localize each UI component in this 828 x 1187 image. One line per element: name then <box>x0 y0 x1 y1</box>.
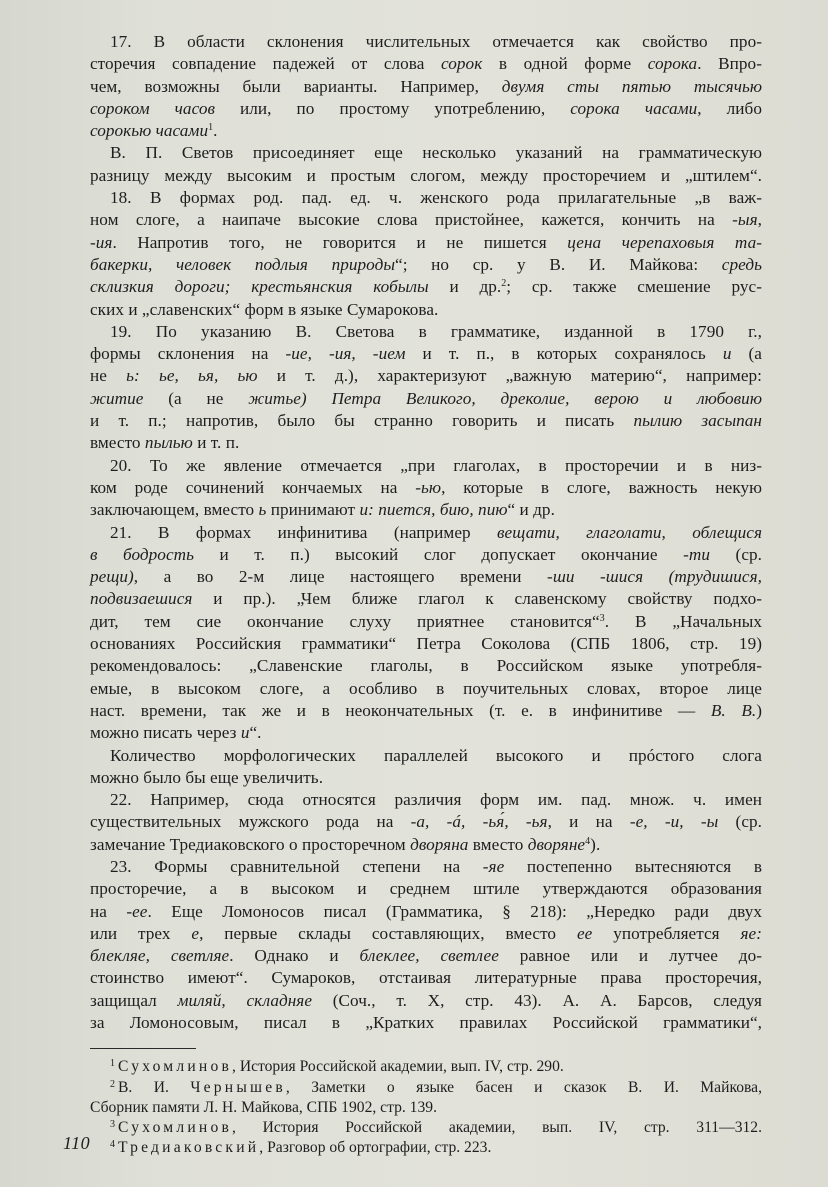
text-run: (ср. <box>710 544 762 564</box>
footnote-marker: 1 <box>208 122 214 134</box>
text-run: , а во 2-м лице настоящего времени <box>133 567 548 587</box>
text-run: 17. В области склонения числительных отмечается как свойство про- <box>110 32 762 51</box>
text-line <box>90 1012 762 1034</box>
italic-run: двумя сты пятью тысячью <box>501 76 762 96</box>
text-run: ком роде сочинений кончаемых на <box>90 477 416 497</box>
text-run: Сухомлинов <box>118 1118 233 1136</box>
footnote-marker: 3 <box>110 1118 115 1130</box>
italic-run: -яе <box>482 856 505 876</box>
text-run: ; ср. также смешение рус- <box>506 277 762 297</box>
text-run: замечание Тредиаковского о просторечном <box>90 834 411 854</box>
text-run: или, по простому употреблению, <box>214 98 571 118</box>
text-run: , <box>757 210 762 230</box>
footnote-line <box>90 1118 762 1138</box>
text-run: Сборник памяти Л. Н. Майкова, СПБ 1902, стр. 139. <box>90 1098 437 1116</box>
footnote-marker: 3 <box>599 612 605 624</box>
footnote-separator <box>90 1048 196 1049</box>
text-line <box>90 745 762 767</box>
text-line <box>90 165 762 187</box>
text-run: ). <box>590 834 601 854</box>
text-run: (а <box>731 344 762 364</box>
text-run: . Однако и <box>229 946 360 966</box>
footnote-line <box>90 1138 762 1158</box>
text-run: 18. В формах род. пад. ед. ч. женского рода прилагательные „в важ- <box>110 188 762 208</box>
italic-run: в бодрость <box>90 544 194 564</box>
text-run: В. П. Светов присоединяет еще несколько указаний на грамматическую <box>110 143 762 163</box>
text-run: постепенно вытесняются в <box>504 856 762 876</box>
text-run: 21. В формах инфинитива (например <box>110 522 498 542</box>
text-run: , Разговор об ортографии, стр. 223. <box>259 1139 492 1157</box>
book-page <box>90 31 762 1158</box>
text-run: формы склонения на <box>90 344 286 364</box>
text-line <box>90 544 762 566</box>
text-run: употребляется <box>592 923 741 943</box>
italic-run: средь <box>721 254 762 274</box>
italic-run: бакерки, человек подлыя природы <box>90 254 396 274</box>
text-line <box>90 811 762 833</box>
text-run: не <box>90 366 127 386</box>
text-run: и т. п.; напротив, было бы странно говорить и писать <box>90 411 634 431</box>
italic-run: е <box>191 923 200 943</box>
footnotes <box>90 1057 762 1158</box>
footnote-line <box>90 1057 762 1077</box>
text-line <box>90 834 762 856</box>
text-run: стоинство имеют“. Сумароков, отстаивая литературные права просторечия, <box>90 968 762 988</box>
text-line <box>90 633 762 655</box>
text-run: ) <box>756 700 763 720</box>
page-number: 110 <box>63 1133 91 1153</box>
italic-run: сорокью часами <box>90 121 209 141</box>
italic-run: и <box>722 344 732 364</box>
text-run: дит, тем сие окончание слуху приятнее становится“ <box>90 611 600 631</box>
footnote-line <box>90 1098 762 1118</box>
text-line <box>90 388 762 410</box>
text-line <box>90 522 762 544</box>
text-run: , которые в слоге, важность некую <box>441 477 763 497</box>
text-line <box>90 945 762 967</box>
italic-run: пылию засыпан <box>633 411 762 431</box>
italic-run: и <box>240 723 250 743</box>
text-run: “; но ср. у В. И. Майкова: <box>395 254 722 274</box>
text-line <box>90 98 762 120</box>
text-line <box>90 901 762 923</box>
text-run: разницу между высоким и простым слогом, между просторечием и „штилем“. <box>90 165 762 185</box>
body-text <box>90 31 762 1034</box>
text-line <box>90 299 762 321</box>
italic-run: -е, -и, -ы <box>629 812 719 832</box>
text-run: (ср. <box>718 812 763 832</box>
text-run: , Заметки о языке басен и сказок В. И. Майкова, <box>285 1078 762 1096</box>
text-line <box>90 789 762 811</box>
italic-run: ее <box>576 923 593 943</box>
text-run: за Ломоносовым, писал в „Кратких правилах Российской грамматики“, <box>90 1013 762 1033</box>
italic-run: В. В. <box>710 700 757 720</box>
text-run: . Еще Ломоносов писал (Грамматика, § 218): „Нередко ради двух <box>147 901 762 921</box>
text-run: ном слоге, а наипаче высокие слова пристойнее, кажется, кончить на <box>90 210 733 230</box>
italic-run: -ие, -ия, -ием <box>285 344 406 364</box>
italic-run: -ия <box>90 232 113 252</box>
text-run <box>639 389 664 408</box>
italic-run: житье) Петра Великого, дреколие, верою <box>248 388 639 408</box>
italic-run: цена черепаховыя та- <box>567 232 762 252</box>
text-run: просторечие, а в высоком и среднем штиле утверждаются образования <box>90 879 762 899</box>
italic-run: миляй, складняе <box>177 990 313 1010</box>
text-run: существительных мужского рода на <box>90 812 411 832</box>
text-line <box>90 923 762 945</box>
text-run: защищал <box>90 990 178 1010</box>
text-run: на <box>90 901 127 921</box>
text-line <box>90 588 762 610</box>
text-line <box>90 499 762 521</box>
italic-run: ь <box>258 500 267 520</box>
italic-run: сорок <box>441 54 483 74</box>
text-line <box>90 655 762 677</box>
text-line <box>90 276 762 298</box>
italic-run: рещи) <box>90 567 134 587</box>
text-run: . В „Начальных <box>604 611 762 631</box>
text-run: “ и др. <box>507 500 555 520</box>
text-line <box>90 990 762 1012</box>
text-run: В. И. <box>118 1078 191 1096</box>
italic-run: подвизаешися <box>90 589 193 609</box>
text-run: можно писать через <box>90 723 241 743</box>
text-run: , либо <box>697 98 762 118</box>
text-run: наст. времени, так же и в неокончательных (т. е. в инфинитиве — <box>90 700 711 720</box>
italic-run: -а, -á, -ья́, -ья <box>410 812 548 832</box>
footnote-marker: 1 <box>110 1058 115 1070</box>
text-line <box>90 722 762 744</box>
text-run: и т. п., в которых сохранялось <box>405 344 723 364</box>
italic-run: блекляе, светляе <box>90 946 230 966</box>
text-run <box>672 389 697 408</box>
text-line <box>90 120 762 142</box>
text-run: равное или и лутчее до- <box>498 946 762 966</box>
italic-run: -ыя <box>732 210 758 230</box>
italic-run: сороком часов <box>90 98 215 118</box>
text-line <box>90 700 762 722</box>
italic-run: дворяна <box>410 834 469 854</box>
text-run: можно было бы еще увеличить. <box>90 767 324 787</box>
footnote-marker: 2 <box>501 278 507 290</box>
text-run: (Соч., т. X, стр. 43). А. А. Барсов, следуя <box>312 990 763 1010</box>
text-line <box>90 477 762 499</box>
italic-run: ье, ья, ью <box>158 366 258 386</box>
italic-run: и: пиется, бию, пию <box>359 500 508 520</box>
text-run: , История Российской академии, вып. IV, стр. 290. <box>232 1058 564 1076</box>
italic-run: -ее <box>126 901 148 921</box>
text-run: 19. По указанию В. Светова в грамматике, изданной в 1790 г., <box>110 321 762 341</box>
italic-run: пылью <box>144 433 193 453</box>
text-run: (а не <box>143 388 249 408</box>
text-line <box>90 321 762 343</box>
text-run: , первые склады составляющих, вместо <box>199 923 577 943</box>
text-line <box>90 142 762 164</box>
text-line <box>90 232 762 254</box>
italic-run: сорока часами <box>570 98 698 118</box>
text-line <box>90 878 762 900</box>
text-run: 23. Формы сравнительной степени на <box>110 856 483 876</box>
text-run: основаниях Российския грамматики“ Петра Соколова (СПБ 1806, стр. 19) <box>90 634 762 654</box>
text-run: вместо <box>90 433 145 453</box>
text-run: чем, возможны были варианты. Например, <box>90 76 502 96</box>
text-run: емые, в высоком слоге, а особливо в поучительных словах, второе лице <box>90 678 762 698</box>
italic-run: блеклее, светлее <box>359 946 499 966</box>
text-run: и пр.). „Чем ближе глагол к славенскому свойству подхо- <box>192 589 762 609</box>
text-run: , и на <box>547 812 630 832</box>
text-run: , История Российской академии, вып. IV, стр. 311—312. <box>232 1118 762 1136</box>
italic-run: вещати, глаголати, облещися <box>497 522 762 542</box>
italic-run: -ью <box>415 477 442 497</box>
text-line <box>90 856 762 878</box>
text-line <box>90 566 762 588</box>
text-line <box>90 611 762 633</box>
text-run: . Впро- <box>697 54 762 74</box>
text-line <box>90 455 762 477</box>
italic-run: дворяне <box>527 834 586 854</box>
italic-run: -ти <box>683 544 711 564</box>
footnote-line <box>90 1078 762 1098</box>
text-run: принимают <box>266 500 360 520</box>
text-line <box>90 53 762 75</box>
text-run: в одной форме <box>482 54 648 74</box>
text-run: и т. п.) высокий слог допускает окончание <box>193 544 684 564</box>
text-run: заключающем, вместо <box>90 500 259 520</box>
text-line <box>90 967 762 989</box>
text-run: Чернышев <box>190 1078 286 1096</box>
text-run: и т. д.), характеризуют „важную материю“, например: <box>257 366 762 386</box>
text-run: и т. п. <box>192 433 240 453</box>
text-line <box>90 432 762 454</box>
text-run: рекомендовалось: „Славенские глаголы, в Российском языке употребля- <box>90 656 762 676</box>
text-run: ских и „славенских“ форм в языке Сумарокова. <box>90 299 439 319</box>
text-run: вместо <box>468 834 528 854</box>
text-run: “. <box>249 723 262 743</box>
footnote-marker: 2 <box>110 1078 115 1090</box>
italic-run: любовию <box>697 388 762 408</box>
italic-run: склизкия дороги; крестьянския кобылы <box>90 277 429 297</box>
text-line <box>90 187 762 209</box>
text-line <box>90 678 762 700</box>
text-line <box>90 76 762 98</box>
text-run <box>140 366 159 385</box>
italic-run: сорока <box>647 54 698 74</box>
text-run: и др. <box>428 277 502 297</box>
italic-run: житие <box>90 388 144 408</box>
text-run: 22. Например, сюда относятся различия форм им. пад. множ. ч. имен <box>110 790 762 810</box>
italic-run: ь: <box>126 366 140 386</box>
text-run: . Напротив того, не говорится и не пишется <box>112 232 568 252</box>
text-line <box>90 767 762 789</box>
text-run: Тредиаковский <box>118 1139 260 1157</box>
text-run: Сухомлинов <box>118 1058 233 1076</box>
text-line <box>90 209 762 231</box>
italic-run: яе: <box>740 923 763 943</box>
text-line <box>90 343 762 365</box>
footnote-marker: 4 <box>110 1139 115 1151</box>
italic-run: и <box>663 388 673 408</box>
text-line <box>90 365 762 387</box>
text-run: сторечия совпадение падежей от слова <box>90 54 442 74</box>
footnote-marker: 4 <box>585 835 591 847</box>
text-run: или трех <box>90 923 192 943</box>
text-line <box>90 254 762 276</box>
text-run: . <box>213 121 218 141</box>
text-run: 20. То же явление отмечается „при глаголах, в просторечии и в низ- <box>110 455 762 475</box>
italic-run: -ши -шися (трудишися, <box>547 567 763 587</box>
text-line <box>90 31 762 53</box>
text-run: Количество морфологических параллелей высокого и прóстого слога <box>110 745 762 765</box>
text-line <box>90 410 762 432</box>
